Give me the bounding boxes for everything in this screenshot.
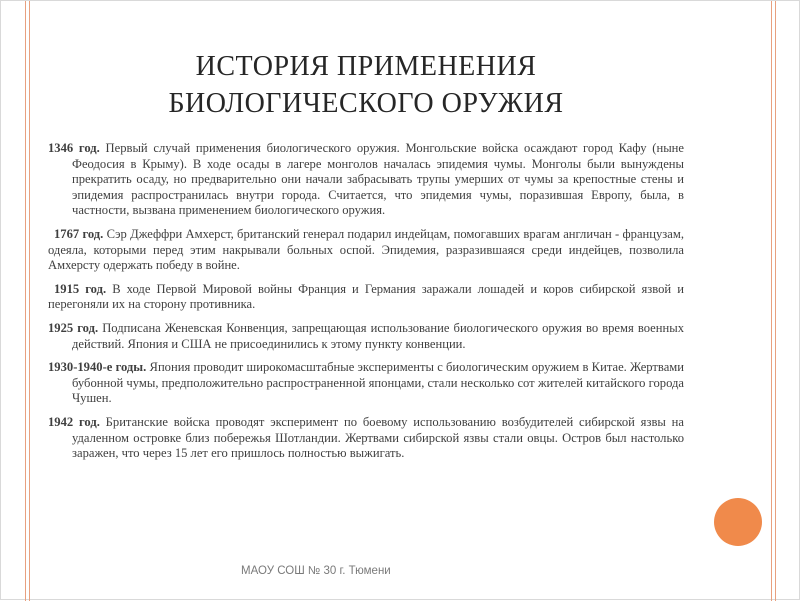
paragraph-1930-1940 <box>48 360 684 407</box>
paragraph-text: Британские войска проводят эксперимент по боевому использованию возбудителей сибирской язвы на удаленном островке близ побережья Шотландии. Жертвами сибирской язвы стали овцы. Остров был настолько заражен, что через 15 лет его пришлось полностью выжигать. <box>72 414 684 461</box>
slide-footer: МАОУ СОШ № 30 г. Тюмени <box>241 565 391 577</box>
slide-body <box>48 141 684 470</box>
year-label: 1915 год. <box>54 281 107 296</box>
right-border-line-outer <box>775 1 776 601</box>
paragraph-1915 <box>48 282 684 313</box>
left-border-line-outer <box>25 1 26 601</box>
paragraph-text: Япония проводит широкомасштабные эксперименты с биологическим оружием в Китае. Жертвами бубонной чумы, предположительно распространенной японцами, стали несколько сот жителей китайского города Чушен. <box>72 360 684 406</box>
paragraph-text: Первый случай применения биологического оружия. Монгольские войска осаждают город Кафу (ныне Феодосия в Крыму). В ходе осады в лагере монголов началась эпидемия чумы. Монголы были вынуждены прекратить осаду, но предварительно они начали забрасывать трупы умерших от чумы за крепостные стены и эпидемия распространилась внутри города. Считается, что эпидемия чумы, поразившая Европу, была, в частности, вызвана применением биологического оружия. <box>72 141 684 218</box>
title-line-1: ИСТОРИЯ ПРИМЕНЕНИЯ <box>195 51 537 82</box>
paragraph-1346 <box>48 141 684 219</box>
year-label: 1767 год. <box>54 226 104 241</box>
paragraph-text: Подписана Женевская Конвенция, запрещающая использование биологического оружия во время военных действий. Япония и США не присоединились к этому пункту конвенции. <box>72 320 684 351</box>
year-label: 1925 год. <box>48 320 99 335</box>
decorative-orange-circle <box>714 498 762 546</box>
paragraph-text: В ходе Первой Мировой войны Франция и Германия заражали лошадей и коров сибирской язвой и перегоняли их на сторону противника. <box>48 281 684 312</box>
right-border-line-inner <box>771 1 772 601</box>
paragraph-1925 <box>48 321 684 352</box>
year-label: 1930-1940-е годы. <box>48 360 147 375</box>
paragraph-text: Сэр Джеффри Амхерст, британский генерал подарил индейцам, помогавших врагам англичан - французам, одеяла, которыми перед этим накрывали больных оспой. Эпидемия, разразившаяся среди индейцев, позволила Амхерсту одержать победу в войне. <box>48 226 684 273</box>
title-line-2: БИОЛОГИЧЕСКОГО ОРУЖИЯ <box>168 88 564 119</box>
slide-title <box>61 48 671 122</box>
paragraph-1942 <box>48 415 684 462</box>
year-label: 1346 год. <box>48 141 100 155</box>
left-border-line-inner <box>29 1 30 601</box>
year-label: 1942 год. <box>48 414 100 429</box>
paragraph-1767 <box>48 227 684 274</box>
